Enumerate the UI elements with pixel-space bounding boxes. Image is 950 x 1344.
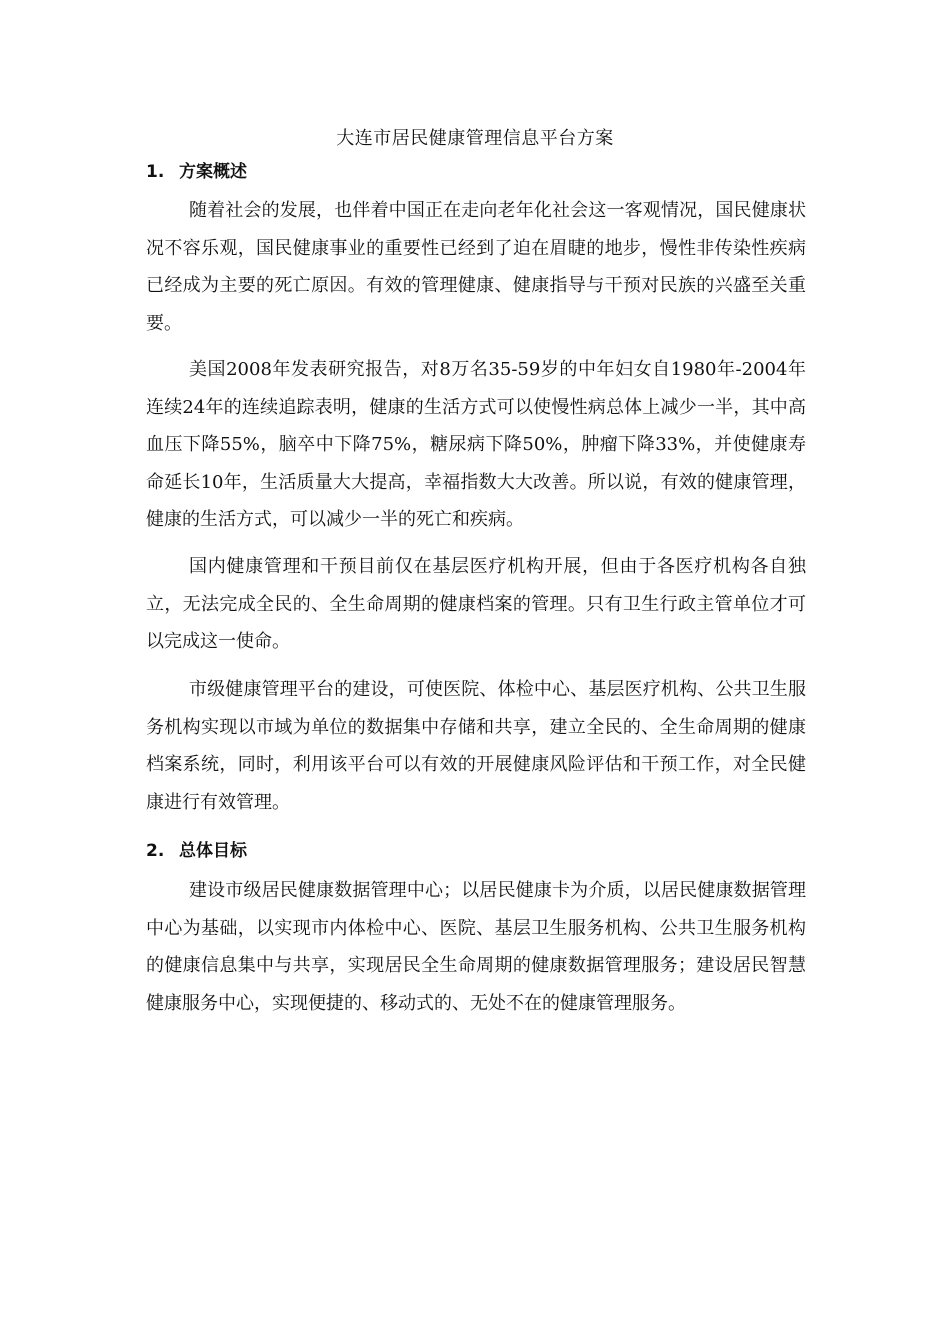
section-heading-text: 方案概述: [179, 162, 247, 182]
paragraph: 随着社会的发展，也伴着中国正在走向老年化社会这一客观情况，国民健康状况不容乐观，国民健康事业的重要性已经到了迫在眉睫的地步，慢性非传染性疾病已经成为主要的死亡原因。有效的管理健康、健康指导与干预对民族的兴盛至关重要。: [146, 200, 806, 334]
section-heading-goals: [146, 839, 247, 863]
paragraph: 美国2008年发表研究报告，对8万名35-59岁的中年妇女自1980年-2004年连续24年的连续追踪表明，健康的生活方式可以使慢性病总体上减少一半，其中高血压下降55%，脑卒中下降75%，糖尿病下降50%，肿瘤下降33%，并使健康寿命延长10年，生活质量大大提高，幸福指数大大改善。所以说，有效的健康管理，健康的生活方式，可以减少一半的死亡和疾病。: [146, 359, 806, 530]
section-heading-overview: [146, 160, 247, 184]
section-number: 1.: [146, 162, 165, 182]
document-title: 大连市居民健康管理信息平台方案: [336, 128, 614, 149]
paragraph: 建设市级居民健康数据管理中心；以居民健康卡为介质，以居民健康数据管理中心为基础，以实现市内体检中心、医院、基层卫生服务机构、公共卫生服务机构的健康信息集中与共享，实现居民全生命周期的健康数据管理服务；建设居民智慧健康服务中心，实现便捷的、移动式的、无处不在的健康管理服务。: [146, 880, 806, 1014]
paragraph: 国内健康管理和干预目前仅在基层医疗机构开展，但由于各医疗机构各自独立，无法完成全民的、全生命周期的健康档案的管理。只有卫生行政主管单位才可以完成这一使命。: [146, 556, 806, 652]
paragraph: 市级健康管理平台的建设，可使医院、体检中心、基层医疗机构、公共卫生服务机构实现以市域为单位的数据集中存储和共享，建立全民的、全生命周期的健康档案系统，同时，利用该平台可以有效的开展健康风险评估和干预工作，对全民健康进行有效管理。: [146, 679, 806, 813]
section-heading-text: 总体目标: [179, 841, 247, 861]
section-number: 2.: [146, 841, 165, 861]
